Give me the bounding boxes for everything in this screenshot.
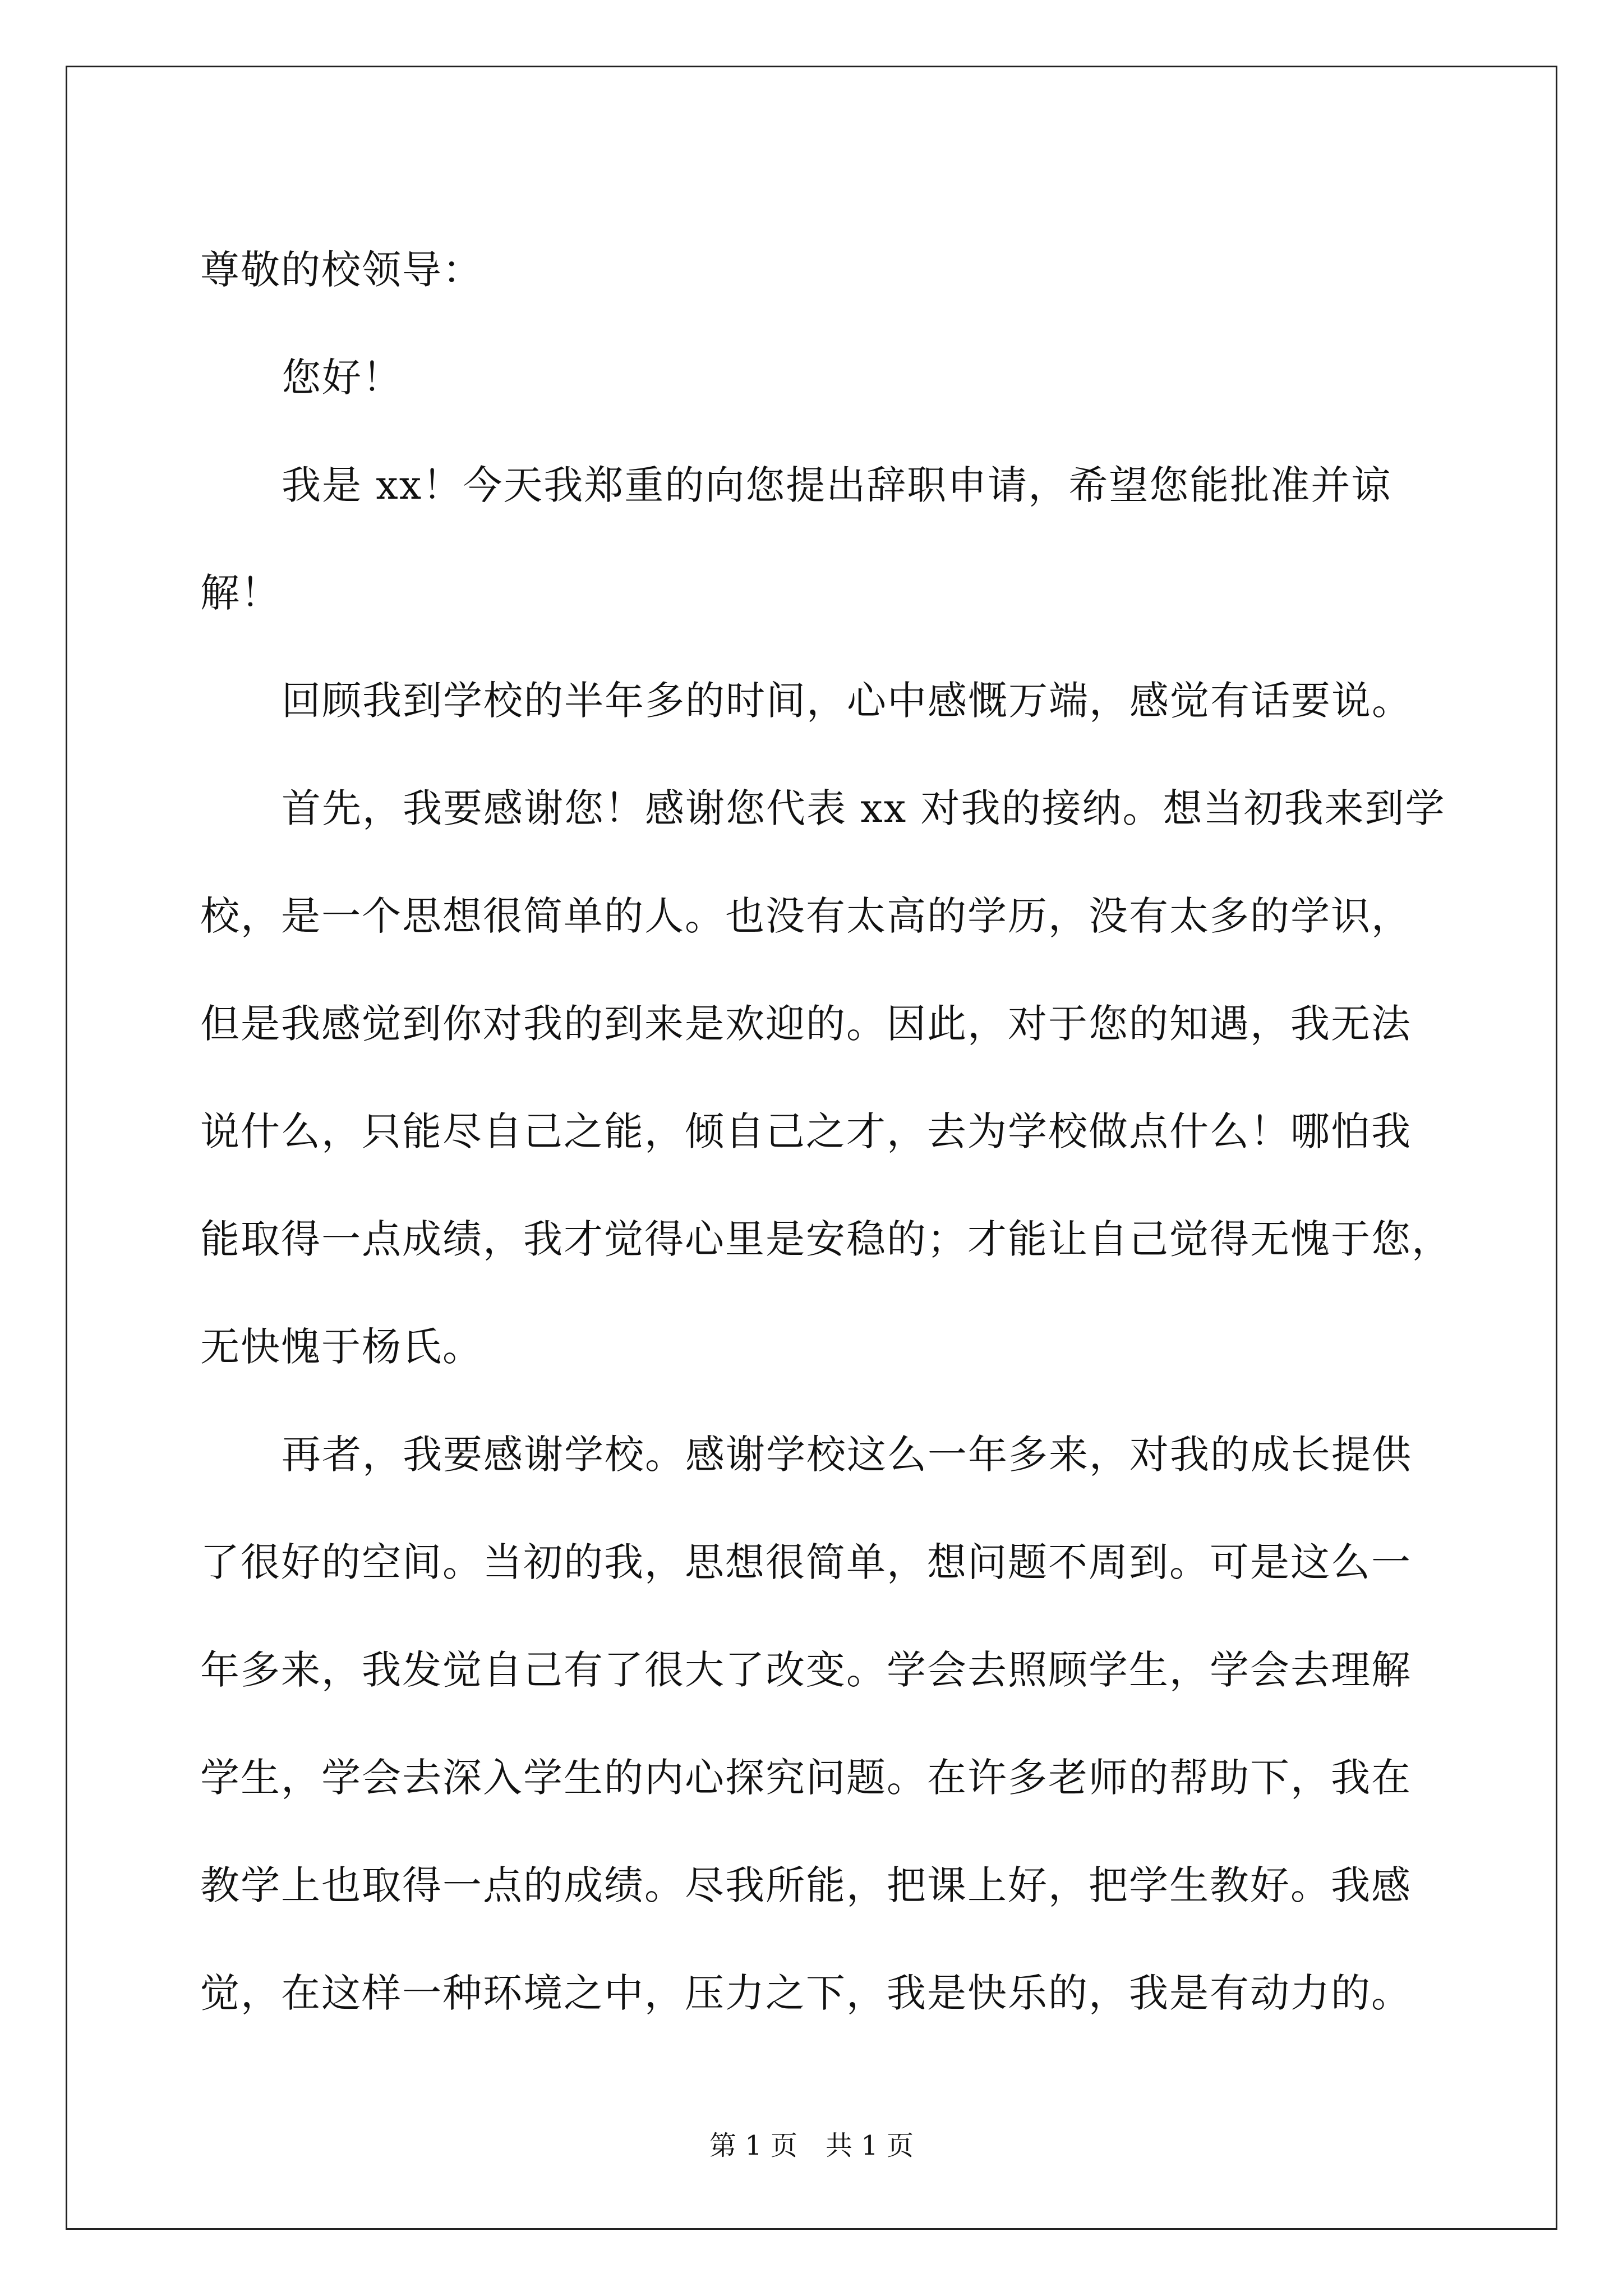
salutation: 尊敬的校领导：	[200, 247, 483, 293]
paragraph-line: 说什么，只能尽自己之能，倾自己之才，去为学校做点什么！哪怕我	[200, 1108, 1412, 1154]
paragraph-line: 觉，在这样一种环境之中，压力之下，我是快乐的，我是有动力的。	[200, 1970, 1412, 2016]
paragraph-line: 年多来，我发觉自己有了很大了改变。学会去照顾学生，学会去理解	[200, 1647, 1412, 1693]
paragraph-line: 但是我感觉到你对我的到来是欢迎的。因此，对于您的知遇，我无法	[200, 1001, 1412, 1047]
paragraph-line: 校，是一个思想很简单的人。也没有太高的学历，没有太多的学识，	[200, 893, 1412, 939]
paragraph-line: 回顾我到学校的半年多的时间，心中感慨万端，感觉有话要说。	[282, 678, 1412, 724]
paragraph-line: 解！	[200, 570, 281, 616]
paragraph-line: 了很好的空间。当初的我，思想很简单，想问题不周到。可是这么一	[200, 1539, 1412, 1585]
paragraph-line: 学生，学会去深入学生的内心探究问题。在许多老师的帮助下，我在	[200, 1755, 1412, 1801]
page-total: 共 1 页	[826, 2130, 914, 2161]
paragraph-line: 能取得一点成绩，我才觉得心里是安稳的；才能让自己觉得无愧于您，	[200, 1216, 1452, 1262]
paragraph-line: 我是 xx！今天我郑重的向您提出辞职申请，希望您能批准并谅	[282, 462, 1392, 508]
page-number: 第 1 页	[709, 2130, 797, 2161]
page-footer	[0, 2129, 1623, 2162]
document-body	[200, 216, 1462, 2047]
paragraph-line: 首先，我要感谢您！感谢您代表 xx 对我的接纳。想当初我来到学	[282, 785, 1446, 831]
paragraph-line: 教学上也取得一点的成绩。尽我所能，把课上好，把学生教好。我感	[200, 1862, 1412, 1908]
paragraph-line: 再者，我要感谢学校。感谢学校这么一年多来，对我的成长提供	[282, 1432, 1412, 1478]
paragraph-line: 无快愧于杨氏。	[200, 1324, 483, 1370]
greeting: 您好！	[282, 355, 403, 401]
